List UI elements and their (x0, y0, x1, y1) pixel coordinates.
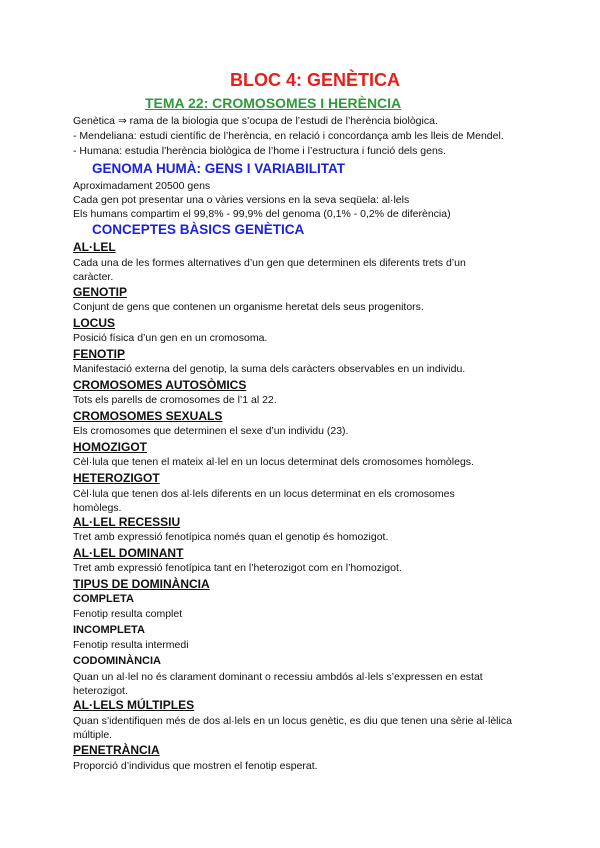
term-heading: CROMOSOMES SEXUALS (73, 409, 223, 423)
term-heading: HOMOZIGOT (73, 440, 147, 454)
dominance-definition: Fenotip resulta complet (73, 608, 183, 620)
term-definition: Tots els parells de cromosomes de l’1 al 22. (73, 394, 277, 406)
term-heading: FENOTIP (73, 347, 126, 361)
term-heading: TIPUS DE DOMINÀNCIA (73, 577, 210, 591)
term-heading: GENOTIP (73, 285, 128, 299)
term-heading: AL·LEL (73, 240, 116, 254)
intro-line: - Mendeliana: estudi científic de l’herència, en relació i concordança amb les lleis de Mendel. (73, 130, 504, 142)
term-definition: Cèl·lula que tenen dos al·lels diferents en un locus determinat en els cromosomes homòlegs. (73, 488, 455, 514)
section-title-concepts: CONCEPTES BÀSICS GENÈTICA (92, 222, 305, 237)
term-definition: Tret amb expressió fenotípica només quan el genotip és homozigot. (73, 531, 389, 543)
genome-line: Els humans compartim el 99,8% - 99,9% del genoma (0,1% - 0,2% de diferència) (73, 208, 451, 220)
term-definition: Posició física d’un gen en un cromosoma. (73, 332, 268, 344)
intro-line: Genètica ⇒ rama de la biologia que s’ocupa de l’estudi de l’herència biològica. (73, 115, 438, 127)
intro-line: - Humana: estudia l’herència biològica de l’home i l’estructura i funció dels gens. (73, 145, 446, 157)
term-definition: Tret amb expressió fenotípica tant en l’heterozigot com en l’homozigot. (73, 562, 402, 574)
dominance-definition: Fenotip resulta intermedi (73, 639, 189, 651)
genome-line: Cada gen pot presentar una o vàries versions en la seva seqüela: al·lels (73, 194, 410, 206)
term-heading: AL·LEL DOMINANT (73, 546, 184, 560)
term-definition: Cèl·lula que tenen el mateix al·lel en un locus determinat dels cromosomes homòlegs. (73, 456, 474, 468)
dominance-definition: Quan un al·lel no és clarament dominant o recessiu ambdós al·lels s’expressen en estat heterozigot. (73, 671, 483, 697)
topic-subtitle: TEMA 22: CROMOSOMES I HERÈNCIA (145, 95, 402, 111)
dominance-type: INCOMPLETA (73, 624, 145, 636)
term-definition: Conjunt de gens que contenen un organisme heretat dels seus progenitors. (73, 301, 424, 313)
term-heading: PENETRÀNCIA (73, 743, 160, 757)
dominance-type: CODOMINÀNCIA (73, 655, 161, 667)
term-definition: Quan s’identifiquen més de dos al·lels en un locus genètic, es diu que tenen una sèrie al·lèlica múltiple. (73, 715, 512, 741)
term-heading: HETEROZIGOT (73, 471, 160, 485)
term-definition: Els cromosomes que determinen el sexe d’un individu (23). (73, 425, 349, 437)
term-definition: Proporció d’individus que mostren el fenotip esperat. (73, 760, 318, 772)
term-heading: CROMOSOMES AUTOSÒMICS (73, 378, 247, 392)
term-heading: LOCUS (73, 316, 115, 330)
term-definition: Manifestació externa del genotip, la suma dels caràcters observables en un individu. (73, 363, 466, 375)
section-title-genome: GENOMA HUMÀ: GENS I VARIABILITAT (92, 161, 345, 176)
term-definition: Cada una de les formes alternatives d’un gen que determinen els diferents trets d’un caràcter. (73, 257, 466, 283)
dominance-type: COMPLETA (73, 593, 134, 605)
genome-line: Aproximadament 20500 gens (73, 180, 211, 192)
term-heading: AL·LELS MÚLTIPLES (73, 698, 195, 712)
page-title: BLOC 4: GENÈTICA (229, 70, 400, 90)
term-heading: AL·LEL RECESSIU (73, 515, 181, 529)
